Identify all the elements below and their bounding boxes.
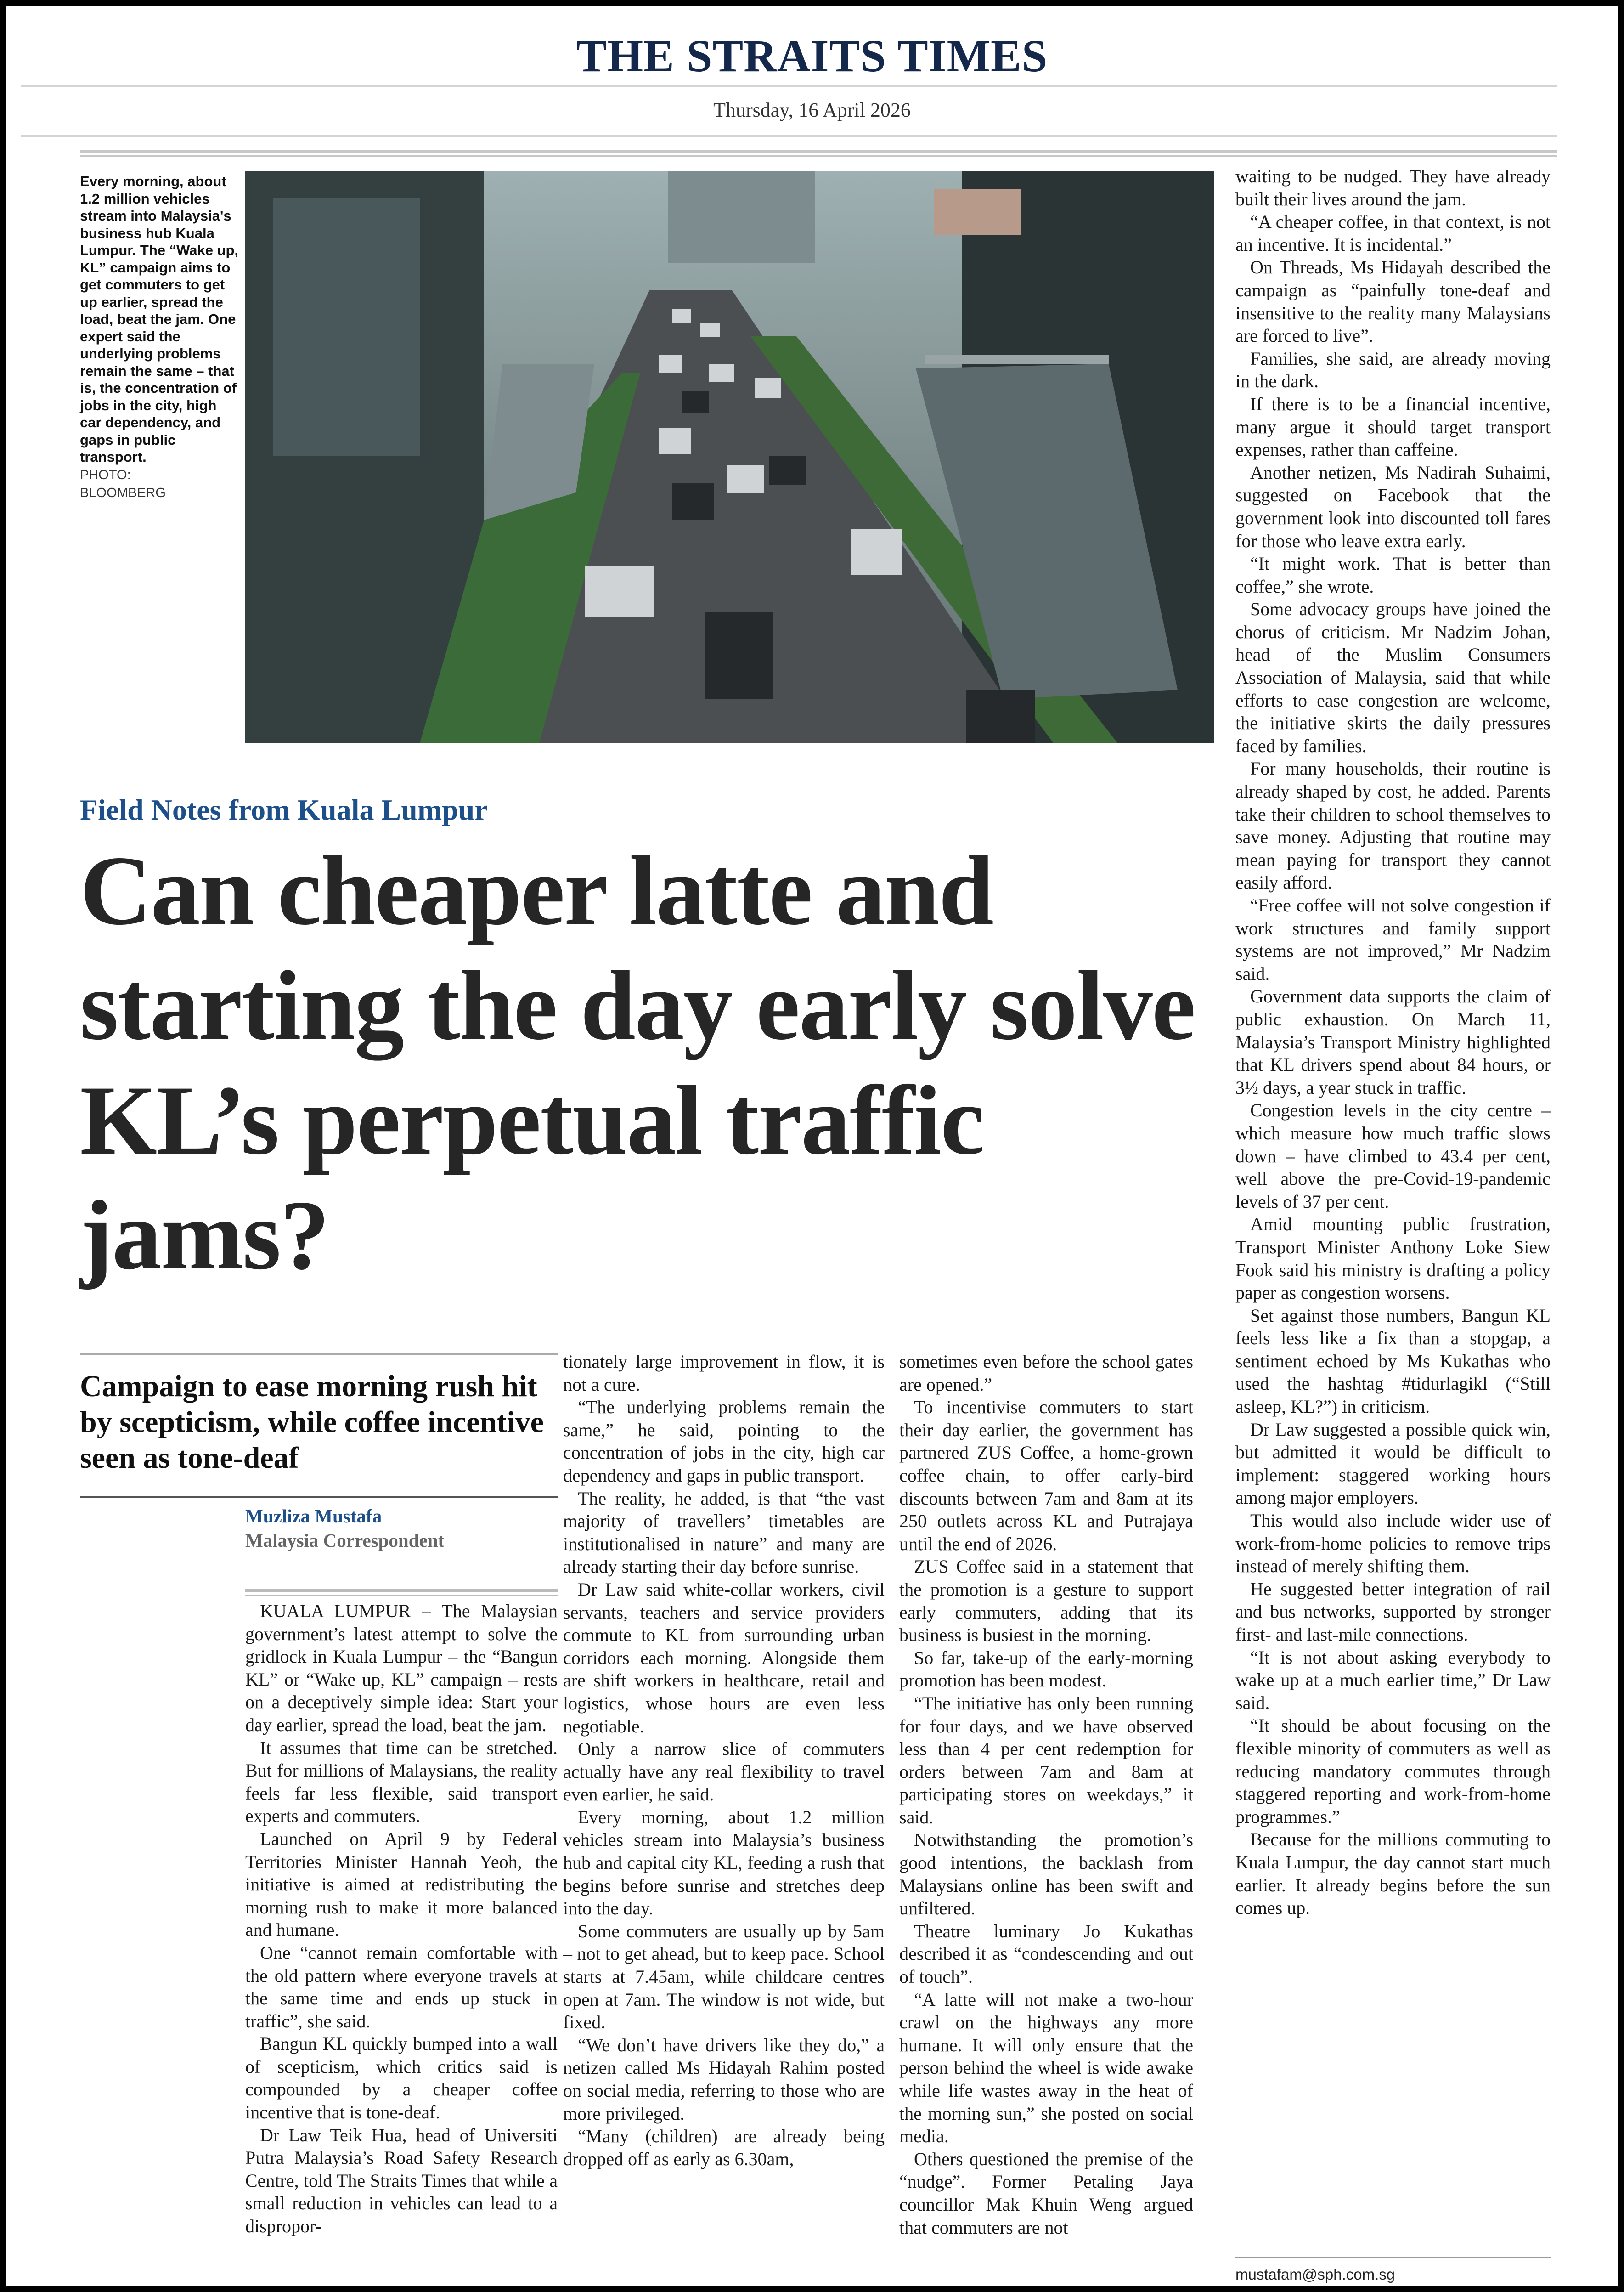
article-paragraph: KUALA LUMPUR – The Malaysian government’s latest attempt to solve the gridlock in Kuala Lumpur – the “Bangun KL” or “Wake up, KL” campaign – rests on a deceptively simple idea: Start your day earlier, spread the load, beat the jam. — [245, 1601, 558, 1735]
article-paragraph: Some advocacy groups have joined the chorus of criticism. Mr Nadzim Johan, head of the Muslim Consumers Association of Malaysia, said that while efforts to ease congestion are welcome, the initiative skirts the daily pressures faced by families. — [1235, 599, 1551, 756]
article-paragraph: “Free coffee will not solve congestion if work structures and family support systems are not improved,” Mr Nadzim said. — [1235, 895, 1551, 984]
article-paragraph: Dr Law Teik Hua, head of Universiti Putra Malaysia’s Road Safety Research Centre, told The Straits Times that while a small reduction in vehicles can lead to a dispropor- — [245, 2124, 558, 2237]
article-paragraph: If there is to be a financial incentive, many argue it should target transport expenses, rather than caffeine. — [1235, 393, 1551, 460]
article-paragraph: Bangun KL quickly bumped into a wall of scepticism, which critics said is compounded by a cheaper coffee incentive that is tone-deaf. — [245, 2033, 558, 2123]
date-divider — [21, 135, 1557, 137]
article-column-3 — [899, 1350, 1193, 2239]
article-paragraph: Because for the millions commuting to Kuala Lumpur, the day cannot start much earlier. It already begins before the sun comes up. — [1235, 1829, 1551, 1918]
newspaper-page — [6, 6, 1618, 2286]
author-email[interactable]: mustafam@sph.com.sg — [1235, 2266, 1395, 2283]
masthead-divider — [21, 85, 1557, 87]
article-paragraph: Notwithstanding the promotion’s good intentions, the backlash from Malaysians online has been swift and unfiltered. — [899, 1829, 1193, 1919]
email-rule — [1235, 2257, 1551, 2258]
photo-credit-label: PHOTO: — [80, 467, 131, 482]
article-paragraph: Families, she said, are already moving in the dark. — [1235, 348, 1551, 392]
article-paragraph: So far, take-up of the early-morning promotion has been modest. — [899, 1647, 1193, 1691]
article-column-2 — [563, 1350, 885, 2170]
article-paragraph: “It is not about asking everybody to wake up at a much earlier time,” Dr Law said. — [1235, 1647, 1551, 1713]
article-paragraph: Launched on April 9 by Federal Territories Minister Hannah Yeoh, the initiative is aimed at redistributing the morning rush to make it more balanced and humane. — [245, 1828, 558, 1941]
article-paragraph: On Threads, Ms Hidayah described the campaign as “painfully tone-deaf and insensitive to the reality many Malaysians are forced to live”. — [1235, 257, 1551, 346]
article-column-1 — [245, 1600, 558, 2238]
article-paragraph: This would also include wider use of work-from-home policies to remove trips instead of merely shifting them. — [1235, 1510, 1551, 1577]
article-paragraph: The reality, he added, is that “the vast majority of travellers’ timetables are institutionalised in nature” and many are already starting their day before sunrise. — [563, 1488, 885, 1577]
article-paragraph: “We don’t have drivers like they do,” a netizen called Ms Hidayah Rahim posted on social media, referring to those who are more privileged. — [563, 2034, 885, 2124]
byline-rule — [245, 1589, 558, 1592]
article-paragraph: “It should be about focusing on the flexible minority of commuters as well as reducing mandatory commutes through staggered reporting and work-from-home programmes.” — [1235, 1715, 1551, 1827]
byline-rule-2 — [245, 1595, 558, 1596]
article-paragraph: He suggested better integration of rail and bus networks, supported by stronger first- and last-mile connections. — [1235, 1578, 1551, 1645]
photo-credit-source: BLOOMBERG — [80, 486, 166, 500]
article-paragraph: Congestion levels in the city centre – which measure how much traffic slows down – have climbed to 43.4 per cent, well above the pre-Covid-19-pandemic levels of 37 per cent. — [1235, 1100, 1551, 1212]
article-paragraph: To incentivise commuters to start their day earlier, the government has partnered ZUS Coffee, a home-grown coffee chain, to offer early-bird discounts between 7am and 8am at its 250 outlets across KL and Putrajaya until the end of 2026. — [899, 1397, 1193, 1554]
article-paragraph: Only a narrow slice of commuters actually have any real flexibility to travel even earlier, he said. — [563, 1738, 885, 1805]
article-paragraph: One “cannot remain comfortable with the old pattern where everyone travels at the same time and ends up stuck in traffic”, she said. — [245, 1942, 558, 2032]
article-paragraph: Theatre luminary Jo Kukathas described it as “condescending and out of touch”. — [899, 1920, 1193, 1987]
top-double-rule — [80, 150, 1557, 153]
traffic-photo — [245, 171, 1214, 743]
traffic-photo-illustration — [245, 171, 1214, 743]
article-paragraph: ZUS Coffee said in a statement that the promotion is a gesture to support early commuters, adding that its business is busiest in the morning. — [899, 1556, 1193, 1646]
article-paragraph: “The underlying problems remain the same,” he said, pointing to the concentration of jobs in the city, high car dependency and gaps in public transport. — [563, 1397, 885, 1486]
top-double-rule-2 — [80, 155, 1557, 157]
article-paragraph: Others questioned the premise of the “nudge”. Former Petaling Jaya councillor Mak Khuin Weng argued that commuters are not — [899, 2148, 1193, 2238]
byline-name: Muzliza Mustafa — [245, 1505, 382, 1527]
article-paragraph: “It might work. That is better than coffee,” she wrote. — [1235, 553, 1551, 597]
article-paragraph: “Many (children) are already being dropped off as early as 6.30am, — [563, 2126, 885, 2169]
byline-role: Malaysia Correspondent — [245, 1530, 445, 1551]
article-paragraph: Some commuters are usually up by 5am – not to get ahead, but to keep pace. School starts at 7.45am, while childcare centres open at 7am. The window is not wide, but fixed. — [563, 1920, 885, 2033]
issue-date: Thursday, 16 April 2026 — [713, 99, 911, 121]
article-paragraph: waiting to be nudged. They have already built their lives around the jam. — [1235, 166, 1551, 209]
article-headline: Can cheaper latte and starting the day early solve KL’s perpetual traffic jams? — [80, 836, 1195, 1290]
article-paragraph: tionately large improvement in flow, it is not a cure. — [563, 1351, 885, 1395]
article-paragraph: Dr Law said white-collar workers, civil servants, teachers and service providers commute to KL from surrounding urban corridors each morning. Alongside them are shift workers in healthcare, retail and logistics, whose hours are even less negotiable. — [563, 1579, 885, 1737]
article-paragraph: It assumes that time can be stretched. But for millions of Malaysians, the reality feels far less flexible, said transport experts and commuters. — [245, 1737, 558, 1827]
subhead-bottom-rule — [80, 1496, 558, 1498]
article-paragraph: Another netizen, Ms Nadirah Suhaimi, suggested on Facebook that the government look into discounted toll fares for those who leave extra early. — [1235, 462, 1551, 551]
article-paragraph: “A latte will not make a two-hour crawl on the highways any more humane. It will only ensure that the person behind the wheel is wide awake while life wastes away in the heat of the morning sun,” she posted on social media. — [899, 1989, 1193, 2147]
article-paragraph: For many households, their routine is already shaped by cost, he added. Parents take their children to school themselves to save money. Adjusting that routine may mean paying for transport they cannot easily afford. — [1235, 758, 1551, 893]
article-paragraph: Amid mounting public frustration, Transport Minister Anthony Loke Siew Fook said his ministry is drafting a policy paper as congestion worsens. — [1235, 1214, 1551, 1303]
article-paragraph: Set against those numbers, Bangun KL feels less like a fix than a stopgap, a sentiment echoed by Ms Kukathas who used the hashtag #tidurlagikl (“Still asleep, KL?”) in criticism. — [1235, 1305, 1551, 1417]
article-paragraph: Government data supports the claim of public exhaustion. On March 11, Malaysia’s Transport Ministry highlighted that KL drivers spend about 84 hours, or 3½ days, a year stuck in traffic. — [1235, 986, 1551, 1098]
article-paragraph: “The initiative has only been running for four days, and we have observed less than 4 per cent redemption for orders between 7am and 8am at participating stores on weekdays,” it said. — [899, 1692, 1193, 1828]
article-paragraph: Every morning, about 1.2 million vehicles stream into Malaysia’s business hub and capital city KL, feeding a rush that begins before sunrise and stretches deep into the day. — [563, 1806, 885, 1919]
article-paragraph: “A cheaper coffee, in that context, is not an incentive. It is incidental.” — [1235, 211, 1551, 255]
article-subhead: Campaign to ease morning rush hit by scepticism, while coffee incentive seen as tone-deaf — [80, 1370, 544, 1475]
photo-caption — [80, 173, 241, 502]
subhead-top-rule — [80, 1353, 558, 1355]
article-paragraph: Dr Law suggested a possible quick win, but admitted it would be difficult to implement: staggered working hours among major employers. — [1235, 1419, 1551, 1508]
article-paragraph: sometimes even before the school gates are opened.” — [899, 1351, 1193, 1395]
masthead-title: THE STRAITS TIMES — [576, 30, 1048, 81]
article-kicker: Field Notes from Kuala Lumpur — [80, 793, 488, 826]
article-column-4 — [1235, 165, 1551, 1919]
caption-text: Every morning, about 1.2 million vehicles stream into Malaysia's business hub Kuala Lumpur. The “Wake up, KL” campaign aims to get commuters to get up earlier, spread the load, beat the jam. One expert said the underlying problems remain the same – that is, the concentration of jobs in the city, high car dependency, and gaps in public transport. — [80, 173, 239, 465]
